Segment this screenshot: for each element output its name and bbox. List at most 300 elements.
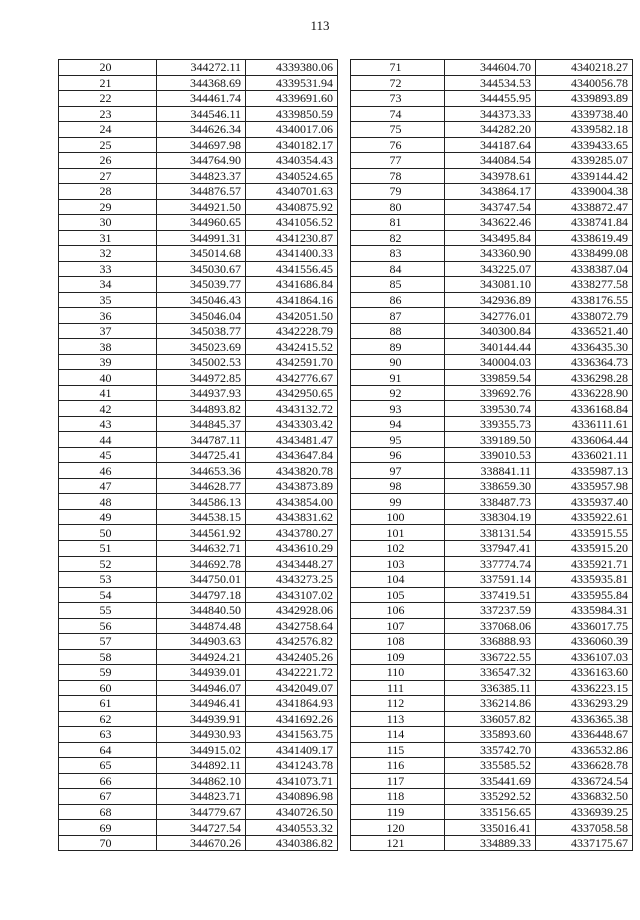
x-coordinate-cell: 345046.04	[157, 308, 246, 324]
table-row	[59, 370, 338, 386]
y-coordinate-cell: 4336532.86	[536, 742, 633, 758]
point-number-cell: 53	[59, 572, 157, 588]
x-coordinate-cell: 344604.70	[445, 60, 536, 76]
x-coordinate-cell: 344787.11	[157, 432, 246, 448]
point-number-cell: 33	[59, 261, 157, 277]
y-coordinate-cell: 4343481.47	[246, 432, 338, 448]
table-row	[351, 385, 633, 401]
point-number-cell: 120	[351, 820, 445, 836]
y-coordinate-cell: 4341056.52	[246, 215, 338, 231]
table-row	[351, 525, 633, 541]
y-coordinate-cell: 4343820.78	[246, 463, 338, 479]
y-coordinate-cell: 4341556.45	[246, 261, 338, 277]
point-number-cell: 54	[59, 587, 157, 603]
table-row	[351, 354, 633, 370]
table-row	[59, 137, 338, 153]
y-coordinate-cell: 4339738.40	[536, 106, 633, 122]
point-number-cell: 50	[59, 525, 157, 541]
x-coordinate-cell: 345038.77	[157, 323, 246, 339]
y-coordinate-cell: 4339285.07	[536, 153, 633, 169]
table-row	[351, 696, 633, 712]
point-number-cell: 20	[59, 60, 157, 76]
table-row	[351, 75, 633, 91]
point-number-cell: 34	[59, 277, 157, 293]
table-row	[59, 742, 338, 758]
y-coordinate-cell: 4335935.81	[536, 572, 633, 588]
table-row	[59, 277, 338, 293]
point-number-cell: 72	[351, 75, 445, 91]
x-coordinate-cell: 345039.77	[157, 277, 246, 293]
y-coordinate-cell: 4340875.92	[246, 199, 338, 215]
point-number-cell: 67	[59, 789, 157, 805]
point-number-cell: 35	[59, 292, 157, 308]
table-row	[351, 665, 633, 681]
x-coordinate-cell: 343360.90	[445, 246, 536, 262]
y-coordinate-cell: 4335915.55	[536, 525, 633, 541]
y-coordinate-cell: 4338176.55	[536, 292, 633, 308]
point-number-cell: 103	[351, 556, 445, 572]
table-row	[59, 184, 338, 200]
point-number-cell: 100	[351, 509, 445, 525]
point-number-cell: 82	[351, 230, 445, 246]
table-row	[351, 727, 633, 743]
x-coordinate-cell: 344972.85	[157, 370, 246, 386]
point-number-cell: 36	[59, 308, 157, 324]
y-coordinate-cell: 4339582.18	[536, 122, 633, 138]
y-coordinate-cell: 4342405.26	[246, 649, 338, 665]
point-number-cell: 115	[351, 742, 445, 758]
point-number-cell: 40	[59, 370, 157, 386]
table-row	[59, 804, 338, 820]
point-number-cell: 83	[351, 246, 445, 262]
x-coordinate-cell: 345030.67	[157, 261, 246, 277]
y-coordinate-cell: 4343647.84	[246, 447, 338, 463]
table-row	[59, 494, 338, 510]
table-row	[59, 168, 338, 184]
point-number-cell: 76	[351, 137, 445, 153]
coordinates-table-right	[350, 59, 633, 851]
point-number-cell: 77	[351, 153, 445, 169]
point-number-cell: 25	[59, 137, 157, 153]
y-coordinate-cell: 4341563.75	[246, 727, 338, 743]
table-body-right	[351, 60, 633, 851]
point-number-cell: 108	[351, 634, 445, 650]
y-coordinate-cell: 4341409.17	[246, 742, 338, 758]
point-number-cell: 61	[59, 696, 157, 712]
x-coordinate-cell: 344862.10	[157, 773, 246, 789]
x-coordinate-cell: 339189.50	[445, 432, 536, 448]
page-number: 113	[310, 18, 330, 33]
x-coordinate-cell: 344727.54	[157, 820, 246, 836]
point-number-cell: 26	[59, 153, 157, 169]
table-row	[59, 323, 338, 339]
y-coordinate-cell: 4341400.33	[246, 246, 338, 262]
x-coordinate-cell: 336214.86	[445, 696, 536, 712]
x-coordinate-cell: 339530.74	[445, 401, 536, 417]
y-coordinate-cell: 4338387.04	[536, 261, 633, 277]
point-number-cell: 96	[351, 447, 445, 463]
x-coordinate-cell: 344937.93	[157, 385, 246, 401]
x-coordinate-cell: 344764.90	[157, 153, 246, 169]
point-number-cell: 99	[351, 494, 445, 510]
y-coordinate-cell: 4339893.89	[536, 91, 633, 107]
table-row	[351, 634, 633, 650]
table-row	[351, 401, 633, 417]
table-row	[351, 416, 633, 432]
y-coordinate-cell: 4337058.58	[536, 820, 633, 836]
y-coordinate-cell: 4338872.47	[536, 199, 633, 215]
table-row	[59, 618, 338, 634]
x-coordinate-cell: 344670.26	[157, 835, 246, 851]
table-row	[59, 60, 338, 76]
x-coordinate-cell: 343622.46	[445, 215, 536, 231]
table-row	[59, 106, 338, 122]
x-coordinate-cell: 339355.73	[445, 416, 536, 432]
x-coordinate-cell: 344368.69	[157, 75, 246, 91]
x-coordinate-cell: 344823.37	[157, 168, 246, 184]
point-number-cell: 66	[59, 773, 157, 789]
point-number-cell: 81	[351, 215, 445, 231]
point-number-cell: 87	[351, 308, 445, 324]
x-coordinate-cell: 344632.71	[157, 540, 246, 556]
x-coordinate-cell: 344373.33	[445, 106, 536, 122]
x-coordinate-cell: 343495.84	[445, 230, 536, 246]
y-coordinate-cell: 4336111.61	[536, 416, 633, 432]
y-coordinate-cell: 4340701.63	[246, 184, 338, 200]
point-number-cell: 90	[351, 354, 445, 370]
point-number-cell: 41	[59, 385, 157, 401]
table-row	[59, 354, 338, 370]
table-row	[351, 820, 633, 836]
point-number-cell: 85	[351, 277, 445, 293]
y-coordinate-cell: 4336064.44	[536, 432, 633, 448]
table-row	[59, 727, 338, 743]
x-coordinate-cell: 343864.17	[445, 184, 536, 200]
point-number-cell: 39	[59, 354, 157, 370]
y-coordinate-cell: 4343303.42	[246, 416, 338, 432]
y-coordinate-cell: 4341692.26	[246, 711, 338, 727]
point-number-cell: 86	[351, 292, 445, 308]
x-coordinate-cell: 344461.74	[157, 91, 246, 107]
y-coordinate-cell: 4343132.72	[246, 401, 338, 417]
y-coordinate-cell: 4339433.65	[536, 137, 633, 153]
table-row	[351, 184, 633, 200]
table-row	[59, 122, 338, 138]
point-number-cell: 97	[351, 463, 445, 479]
y-coordinate-cell: 4336628.78	[536, 758, 633, 774]
table-row	[59, 401, 338, 417]
table-row	[351, 106, 633, 122]
x-coordinate-cell: 336547.32	[445, 665, 536, 681]
y-coordinate-cell: 4340354.43	[246, 153, 338, 169]
point-number-cell: 56	[59, 618, 157, 634]
table-row	[59, 385, 338, 401]
x-coordinate-cell: 344282.20	[445, 122, 536, 138]
y-coordinate-cell: 4337175.67	[536, 835, 633, 851]
y-coordinate-cell: 4339691.60	[246, 91, 338, 107]
point-number-cell: 62	[59, 711, 157, 727]
y-coordinate-cell: 4342415.52	[246, 339, 338, 355]
table-row	[59, 509, 338, 525]
table-row	[59, 447, 338, 463]
point-number-cell: 31	[59, 230, 157, 246]
y-coordinate-cell: 4342051.50	[246, 308, 338, 324]
y-coordinate-cell: 4341230.87	[246, 230, 338, 246]
point-number-cell: 27	[59, 168, 157, 184]
y-coordinate-cell: 4336163.60	[536, 665, 633, 681]
y-coordinate-cell: 4343854.00	[246, 494, 338, 510]
table-row	[351, 137, 633, 153]
point-number-cell: 43	[59, 416, 157, 432]
table-row	[59, 199, 338, 215]
table-row	[59, 215, 338, 231]
point-number-cell: 24	[59, 122, 157, 138]
point-number-cell: 110	[351, 665, 445, 681]
y-coordinate-cell: 4338072.79	[536, 308, 633, 324]
x-coordinate-cell: 344874.48	[157, 618, 246, 634]
x-coordinate-cell: 338487.73	[445, 494, 536, 510]
table-row	[59, 649, 338, 665]
y-coordinate-cell: 4340726.50	[246, 804, 338, 820]
table-row	[351, 509, 633, 525]
point-number-cell: 80	[351, 199, 445, 215]
x-coordinate-cell: 344797.18	[157, 587, 246, 603]
x-coordinate-cell: 336057.82	[445, 711, 536, 727]
table-row	[59, 432, 338, 448]
table-row	[351, 835, 633, 851]
point-number-cell: 95	[351, 432, 445, 448]
y-coordinate-cell: 4340218.27	[536, 60, 633, 76]
y-coordinate-cell: 4340553.32	[246, 820, 338, 836]
y-coordinate-cell: 4336435.30	[536, 339, 633, 355]
x-coordinate-cell: 344946.41	[157, 696, 246, 712]
point-number-cell: 74	[351, 106, 445, 122]
y-coordinate-cell: 4343873.89	[246, 478, 338, 494]
point-number-cell: 89	[351, 339, 445, 355]
x-coordinate-cell: 344892.11	[157, 758, 246, 774]
table-row	[351, 556, 633, 572]
x-coordinate-cell: 344840.50	[157, 603, 246, 619]
y-coordinate-cell: 4342591.70	[246, 354, 338, 370]
y-coordinate-cell: 4336832.50	[536, 789, 633, 805]
y-coordinate-cell: 4343610.29	[246, 540, 338, 556]
point-number-cell: 44	[59, 432, 157, 448]
x-coordinate-cell: 339859.54	[445, 370, 536, 386]
table-row	[351, 603, 633, 619]
point-number-cell: 65	[59, 758, 157, 774]
y-coordinate-cell: 4340896.98	[246, 789, 338, 805]
point-number-cell: 73	[351, 91, 445, 107]
table-row	[351, 789, 633, 805]
table-row	[351, 246, 633, 262]
x-coordinate-cell: 337068.06	[445, 618, 536, 634]
y-coordinate-cell: 4339380.06	[246, 60, 338, 76]
x-coordinate-cell: 334889.33	[445, 835, 536, 851]
y-coordinate-cell: 4340386.82	[246, 835, 338, 851]
x-coordinate-cell: 344903.63	[157, 634, 246, 650]
y-coordinate-cell: 4340524.65	[246, 168, 338, 184]
y-coordinate-cell: 4336364.73	[536, 354, 633, 370]
point-number-cell: 47	[59, 478, 157, 494]
point-number-cell: 98	[351, 478, 445, 494]
x-coordinate-cell: 338304.19	[445, 509, 536, 525]
table-row	[351, 308, 633, 324]
table-row	[59, 308, 338, 324]
x-coordinate-cell: 343225.07	[445, 261, 536, 277]
table-row	[59, 587, 338, 603]
y-coordinate-cell: 4338741.84	[536, 215, 633, 231]
y-coordinate-cell: 4340182.17	[246, 137, 338, 153]
y-coordinate-cell: 4339144.42	[536, 168, 633, 184]
point-number-cell: 116	[351, 758, 445, 774]
point-number-cell: 111	[351, 680, 445, 696]
x-coordinate-cell: 344991.31	[157, 230, 246, 246]
point-number-cell: 104	[351, 572, 445, 588]
table-row	[351, 339, 633, 355]
point-number-cell: 91	[351, 370, 445, 386]
table-row	[351, 572, 633, 588]
x-coordinate-cell: 345002.53	[157, 354, 246, 370]
table-row	[59, 680, 338, 696]
x-coordinate-cell: 339010.53	[445, 447, 536, 463]
y-coordinate-cell: 4342776.67	[246, 370, 338, 386]
table-row	[351, 60, 633, 76]
table-row	[351, 618, 633, 634]
table-body-left	[59, 60, 338, 851]
table-row	[59, 416, 338, 432]
y-coordinate-cell: 4335955.84	[536, 587, 633, 603]
table-row	[351, 153, 633, 169]
point-number-cell: 55	[59, 603, 157, 619]
x-coordinate-cell: 340004.03	[445, 354, 536, 370]
x-coordinate-cell: 344930.93	[157, 727, 246, 743]
table-row	[59, 820, 338, 836]
y-coordinate-cell: 4335937.40	[536, 494, 633, 510]
point-number-cell: 45	[59, 447, 157, 463]
point-number-cell: 29	[59, 199, 157, 215]
point-number-cell: 112	[351, 696, 445, 712]
y-coordinate-cell: 4343107.02	[246, 587, 338, 603]
y-coordinate-cell: 4336107.03	[536, 649, 633, 665]
point-number-cell: 109	[351, 649, 445, 665]
y-coordinate-cell: 4342576.82	[246, 634, 338, 650]
y-coordinate-cell: 4336365.38	[536, 711, 633, 727]
y-coordinate-cell: 4341243.78	[246, 758, 338, 774]
point-number-cell: 42	[59, 401, 157, 417]
point-number-cell: 48	[59, 494, 157, 510]
y-coordinate-cell: 4339004.38	[536, 184, 633, 200]
table-row	[351, 540, 633, 556]
point-number-cell: 69	[59, 820, 157, 836]
y-coordinate-cell: 4342758.64	[246, 618, 338, 634]
y-coordinate-cell: 4341864.16	[246, 292, 338, 308]
point-number-cell: 94	[351, 416, 445, 432]
x-coordinate-cell: 344939.01	[157, 665, 246, 681]
table-row	[59, 540, 338, 556]
x-coordinate-cell: 343978.61	[445, 168, 536, 184]
point-number-cell: 49	[59, 509, 157, 525]
table-row	[351, 447, 633, 463]
point-number-cell: 92	[351, 385, 445, 401]
x-coordinate-cell: 344697.98	[157, 137, 246, 153]
point-number-cell: 59	[59, 665, 157, 681]
table-row	[351, 711, 633, 727]
y-coordinate-cell: 4343780.27	[246, 525, 338, 541]
y-coordinate-cell: 4335915.20	[536, 540, 633, 556]
point-number-cell: 28	[59, 184, 157, 200]
x-coordinate-cell: 344921.50	[157, 199, 246, 215]
x-coordinate-cell: 335292.52	[445, 789, 536, 805]
point-number-cell: 88	[351, 323, 445, 339]
x-coordinate-cell: 337774.74	[445, 556, 536, 572]
x-coordinate-cell: 344692.78	[157, 556, 246, 572]
x-coordinate-cell: 344546.11	[157, 106, 246, 122]
point-number-cell: 105	[351, 587, 445, 603]
table-row	[351, 742, 633, 758]
table-row	[351, 463, 633, 479]
x-coordinate-cell: 344628.77	[157, 478, 246, 494]
table-row	[351, 804, 633, 820]
point-number-cell: 23	[59, 106, 157, 122]
y-coordinate-cell: 4343448.27	[246, 556, 338, 572]
x-coordinate-cell: 345046.43	[157, 292, 246, 308]
y-coordinate-cell: 4340017.06	[246, 122, 338, 138]
y-coordinate-cell: 4336168.84	[536, 401, 633, 417]
point-number-cell: 64	[59, 742, 157, 758]
x-coordinate-cell: 342776.01	[445, 308, 536, 324]
y-coordinate-cell: 4336293.29	[536, 696, 633, 712]
table-row	[351, 230, 633, 246]
x-coordinate-cell: 345023.69	[157, 339, 246, 355]
y-coordinate-cell: 4336021.11	[536, 447, 633, 463]
x-coordinate-cell: 344893.82	[157, 401, 246, 417]
x-coordinate-cell: 344725.41	[157, 447, 246, 463]
point-number-cell: 118	[351, 789, 445, 805]
point-number-cell: 32	[59, 246, 157, 262]
x-coordinate-cell: 340144.44	[445, 339, 536, 355]
x-coordinate-cell: 338659.30	[445, 478, 536, 494]
x-coordinate-cell: 344561.92	[157, 525, 246, 541]
x-coordinate-cell: 343747.54	[445, 199, 536, 215]
table-row	[59, 339, 338, 355]
x-coordinate-cell: 343081.10	[445, 277, 536, 293]
point-number-cell: 46	[59, 463, 157, 479]
point-number-cell: 60	[59, 680, 157, 696]
x-coordinate-cell: 344876.57	[157, 184, 246, 200]
y-coordinate-cell: 4340056.78	[536, 75, 633, 91]
y-coordinate-cell: 4335957.98	[536, 478, 633, 494]
y-coordinate-cell: 4338499.08	[536, 246, 633, 262]
x-coordinate-cell: 344924.21	[157, 649, 246, 665]
point-number-cell: 68	[59, 804, 157, 820]
table-row	[59, 572, 338, 588]
table-row	[351, 277, 633, 293]
x-coordinate-cell: 344750.01	[157, 572, 246, 588]
x-coordinate-cell: 339692.76	[445, 385, 536, 401]
point-number-cell: 58	[59, 649, 157, 665]
table-row	[351, 758, 633, 774]
x-coordinate-cell: 344586.13	[157, 494, 246, 510]
y-coordinate-cell: 4336448.67	[536, 727, 633, 743]
y-coordinate-cell: 4341073.71	[246, 773, 338, 789]
y-coordinate-cell: 4342228.79	[246, 323, 338, 339]
table-row	[351, 680, 633, 696]
table-row	[351, 370, 633, 386]
point-number-cell: 121	[351, 835, 445, 851]
table-row	[59, 292, 338, 308]
x-coordinate-cell: 335585.52	[445, 758, 536, 774]
point-number-cell: 22	[59, 91, 157, 107]
